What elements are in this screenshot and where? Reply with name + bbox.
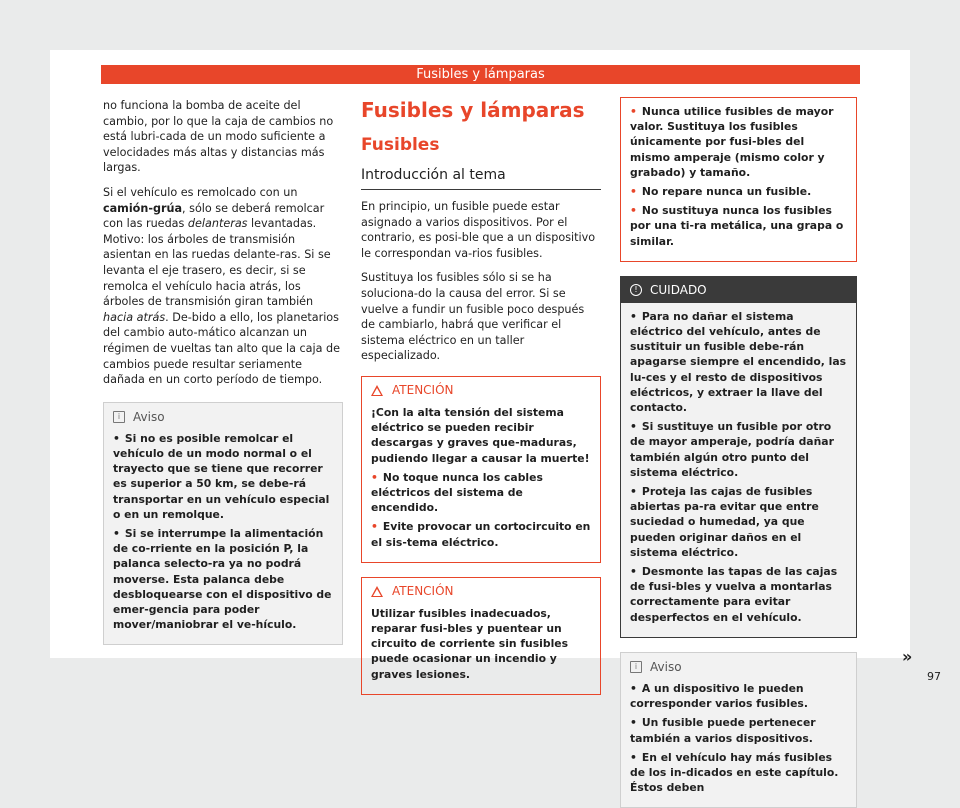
note-body bbox=[104, 429, 342, 645]
list-item: • No toque nunca los cables eléctricos del sistema de encendido. bbox=[371, 470, 591, 516]
list-item: • Si se interrumpe la alimentación de co-rriente en la posición P, la palanca selecto-ra ya no podrá moverse. Esta palanca debe desbloquearse con el dispositivo de emer-gencia para poder mover/maniobrar el ve-hículo. bbox=[113, 526, 333, 632]
list-item: • Para no dañar el sistema eléctrico del vehículo, antes de sustituir un fusible debe-rán apagarse siempre el encendido, las lu-ces y el resto de dispositivos eléctricos, y extraer la llave del contacto. bbox=[630, 309, 847, 415]
list-item: • Un fusible puede pertenecer también a varios dispositivos. bbox=[630, 715, 847, 745]
list-item: • Si sustituye un fusible por otro de mayor amperaje, podría dañar también algún otro punto del sistema eléctrico. bbox=[630, 419, 847, 480]
page bbox=[50, 50, 941, 795]
warning-icon bbox=[371, 586, 383, 597]
paragraph: Sustituya los fusibles sólo si se ha soluciona-do la causa del error. Si se vuelve a fundir un fusible poco después de cambiarlo, habrá que verificar el sistema eléctrico en un taller especializado. bbox=[361, 271, 585, 363]
note-title: Aviso bbox=[650, 659, 682, 674]
caution-title: CUIDADO bbox=[650, 282, 707, 297]
italic-text: delanteras bbox=[187, 217, 248, 231]
info-icon: i bbox=[113, 411, 125, 423]
page-number: 97 bbox=[927, 670, 941, 683]
note-header bbox=[104, 403, 342, 429]
caution-icon: ! bbox=[630, 284, 642, 296]
caution-box bbox=[620, 276, 857, 638]
topic-title: Introducción al tema bbox=[361, 166, 601, 190]
section-title: Fusibles y lámparas bbox=[361, 98, 585, 122]
list-item: • A un dispositivo le pueden corresponder varios fusibles. bbox=[630, 681, 847, 711]
warning-text: Utilizar fusibles inadecuados, reparar fusi-bles y puentear un circuito de corriente sin fusibles puede ocasionar un incendio y graves lesiones. bbox=[371, 606, 569, 681]
text-run: Si el vehículo es remolcado con un bbox=[103, 185, 298, 199]
text-run: . De-bido a ello, los planetarios del cambio auto-mático alcanzan un régimen de vueltas tan alto que la caja de cambios puede resultar seriamente dañada en un corto período de tiempo. bbox=[103, 310, 341, 387]
note-box bbox=[620, 652, 857, 808]
column-3 bbox=[620, 97, 857, 808]
list-item: • En el vehículo hay más fusibles de los in-dicados en este capítulo. Éstos deben bbox=[630, 750, 847, 796]
note-header bbox=[621, 653, 856, 679]
list-item: • No repare nunca un fusible. bbox=[630, 184, 847, 199]
warning-body bbox=[362, 604, 600, 694]
warning-box-continued bbox=[620, 97, 857, 262]
text-run: , sólo se deberá remolcar con las ruedas bbox=[103, 201, 325, 231]
paragraph: no funciona la bomba de aceite del cambio, por lo que la caja de cambios no está lubri-cada de un modo suficiente a velocidades más altas y distancias más largas. bbox=[103, 99, 334, 175]
note-box bbox=[103, 402, 343, 646]
caution-body bbox=[621, 303, 856, 637]
list-item: • Proteja las cajas de fusibles abiertas pa-ra evitar que entre suciedad o humedad, ya que pueden originar daños en el sistema eléctrico. bbox=[630, 484, 847, 560]
warning-box bbox=[361, 376, 601, 563]
list-item: • Desmonte las tapas de las cajas de fusi-bles y vuelva a montarlas correctamente para evitar desperfectos en el vehículo. bbox=[630, 564, 847, 625]
warning-header bbox=[362, 377, 600, 403]
warning-icon bbox=[371, 385, 383, 396]
note-body bbox=[621, 679, 856, 807]
list-item: • Evite provocar un cortocircuito en el sis-tema eléctrico. bbox=[371, 519, 591, 549]
warning-intro: ¡Con la alta tensión del sistema eléctrico se pueden recibir descargas y graves que-maduras, pudiendo llegar a causar la muerte! bbox=[371, 405, 590, 465]
italic-text: hacia atrás bbox=[103, 310, 166, 324]
warning-title: ATENCIÓN bbox=[392, 583, 454, 598]
warning-title: ATENCIÓN bbox=[392, 382, 454, 397]
warning-body bbox=[621, 98, 856, 261]
warning-body bbox=[362, 403, 600, 562]
text-run: levantadas. Motivo: los árboles de transmisión asientan en las ruedas delante-ras. Si se levanta el eje trasero, es decir, si se remolca el vehículo hacia atrás, los árboles de transmisión giran también bbox=[103, 217, 331, 309]
paragraph: En principio, un fusible puede estar asignado a varios dispositivos. Por el contrario, es posi-ble que a un dispositivo le correspondan va-rios fusibles. bbox=[361, 200, 596, 260]
continue-arrow-icon: » bbox=[902, 647, 913, 666]
list-item: • Nunca utilice fusibles de mayor valor. Sustituya los fusibles únicamente por fusi-bles del mismo amperaje (mismo color y grabado) y tamaño. bbox=[630, 104, 847, 180]
list-item: • Si no es posible remolcar el vehículo de un modo normal o el trayecto que se tiene que recorrer es superior a 50 km, se debe-rá transportar en un vehículo especial o en un remolque. bbox=[113, 431, 333, 522]
warning-box bbox=[361, 577, 601, 695]
note-title: Aviso bbox=[133, 409, 165, 424]
column-1 bbox=[103, 98, 343, 645]
list-item: • No sustituya nunca los fusibles por una ti-ra metálica, una grapa o similar. bbox=[630, 203, 847, 249]
info-icon: i bbox=[630, 661, 642, 673]
caution-header bbox=[621, 277, 856, 303]
subsection-title: Fusibles bbox=[361, 135, 440, 155]
page-header-title: Fusibles y lámparas bbox=[101, 65, 860, 84]
paragraph bbox=[103, 185, 343, 388]
warning-header bbox=[362, 578, 600, 604]
column-2 bbox=[361, 98, 601, 695]
bold-text: camión-grúa bbox=[103, 201, 183, 215]
